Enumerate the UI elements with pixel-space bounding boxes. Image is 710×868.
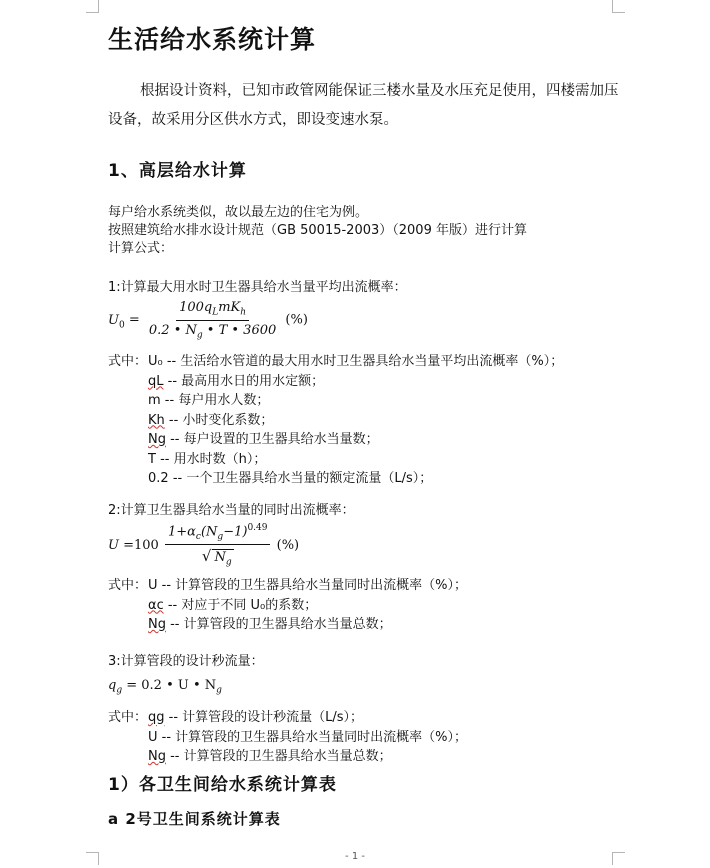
definition-symbol: Ng — [148, 617, 166, 632]
definition-lead: 式中： — [108, 578, 148, 593]
definition-row — [108, 430, 563, 450]
definition-text: -- 计算管段的卫生器具给水当量总数； — [165, 749, 392, 764]
definition-symbol: qg — [148, 710, 165, 725]
definition-text: -- 小时变化系数； — [164, 412, 274, 428]
section1-heading: 1、高层给水计算 — [108, 161, 247, 181]
definition-lead: 式中： — [108, 354, 148, 369]
definition-symbol: Ng — [148, 749, 166, 764]
definition-symbol: T — [148, 451, 156, 467]
definition-symbol: Kh — [148, 412, 165, 428]
formula1-equals: = — [128, 312, 140, 328]
definition-text: -- 每户用水人数； — [160, 393, 270, 408]
formula3-equation — [108, 678, 222, 696]
formula1-label: 1:计算最大用水时卫生器具给水当量平均出流概率： — [108, 280, 407, 295]
section1-line-2: 按照建筑给水排水设计规范（GB 50015-2003）（2009 年版）进行计算 — [108, 223, 527, 238]
definition-symbol: 0.2 — [148, 471, 169, 486]
formula1-lhs: $U_0$ — [108, 312, 125, 331]
formula2-label: 2:计算卫生器具给水当量的同时出流概率： — [108, 503, 355, 518]
formula1-denominator: 0.2 • $N_g$ • T • 3600 — [148, 322, 277, 341]
formula2-denominator: √ $N_g$ — [201, 546, 232, 568]
definition-row — [108, 708, 467, 728]
definition-symbol: m — [148, 393, 161, 408]
section1-line-3: 计算公式： — [108, 241, 174, 256]
formula2-unit: (%) — [276, 537, 300, 553]
definition-row — [108, 352, 563, 372]
definition-symbol: U — [148, 578, 158, 593]
definition-row — [108, 411, 563, 431]
definition-text: -- 最高用水日的用水定额； — [163, 373, 325, 389]
formula2-definitions — [108, 576, 467, 635]
formula3-rhs: = 0.2 • U • $N_g$ — [126, 678, 222, 696]
definition-text: -- 生活给水管道的最大用水时卫生器具给水当量平均出流概率（%）； — [162, 354, 564, 369]
definition-symbol: U — [148, 729, 158, 745]
crop-mark-top-left — [86, 0, 99, 13]
definition-text: -- 对应于不同 U₀的系数； — [163, 597, 318, 613]
definition-symbol: αc — [148, 597, 164, 613]
document-title: 生活给水系统计算 — [108, 25, 317, 54]
formula3-definitions — [108, 708, 467, 767]
definition-symbol: Ng — [148, 432, 166, 447]
formula3-lhs: $q_g$ — [108, 678, 123, 696]
formula3-label: 3:计算管段的设计秒流量： — [108, 654, 264, 669]
radical-sign: √ — [201, 546, 212, 565]
definition-row — [108, 728, 467, 748]
section2-heading: 1）各卫生间给水系统计算表 — [108, 775, 337, 795]
definition-text: -- 计算管段的卫生器具给水当量同时出流概率（%）； — [157, 729, 468, 745]
formula2-equation — [108, 523, 299, 568]
formula2-numerator: $1+\alpha_c(N_g-1)^{0.49}$ — [165, 523, 271, 545]
definition-text: -- 一个卫生器具给水当量的额定流量（L/s）； — [168, 471, 433, 486]
formula1-unit: (%) — [285, 312, 308, 328]
definition-row — [108, 576, 467, 596]
section1-line-1: 每户给水系统类似，故以最左边的住宅为例。 — [108, 205, 369, 220]
definition-row — [108, 596, 467, 616]
crop-mark-top-right — [612, 0, 625, 13]
formula1-fraction — [146, 300, 279, 340]
definition-row — [108, 469, 563, 489]
definition-text: -- 计算管段的设计秒流量（L/s）； — [164, 710, 364, 725]
definition-text: -- 用水时数（h）； — [155, 451, 267, 467]
definition-text: -- 每户设置的卫生器具给水当量数； — [165, 432, 379, 447]
definition-text: -- 计算管段的卫生器具给水当量同时出流概率（%）； — [157, 578, 468, 593]
definition-lead: 式中： — [108, 710, 148, 725]
definition-row — [108, 450, 563, 470]
page-number: - 1 - — [345, 851, 365, 862]
definition-row — [108, 747, 467, 767]
formula1-definitions — [108, 352, 563, 489]
definition-row — [108, 372, 563, 392]
definition-symbol: U₀ — [148, 354, 163, 369]
formula1-numerator: $100q_LmK_h$ — [176, 300, 249, 321]
formula2-fraction — [165, 523, 271, 568]
definition-row — [108, 615, 467, 635]
definition-text: -- 计算管段的卫生器具给水当量总数； — [165, 617, 392, 632]
intro-line-2: 设备，故采用分区供水方式，即设变速水泵。 — [108, 112, 398, 128]
formula1-equation — [108, 300, 308, 340]
definition-symbol: qL — [148, 373, 164, 389]
intro-line-1: 根据设计资料，已知市政管网能保证三楼水量及水压充足使用，四楼需加压 — [140, 83, 619, 99]
formula2-lhs: U — [108, 537, 119, 553]
section3-heading: a 2号卫生间系统计算表 — [108, 810, 281, 828]
formula2-equals: =100 — [123, 537, 159, 553]
definition-row — [108, 391, 563, 411]
